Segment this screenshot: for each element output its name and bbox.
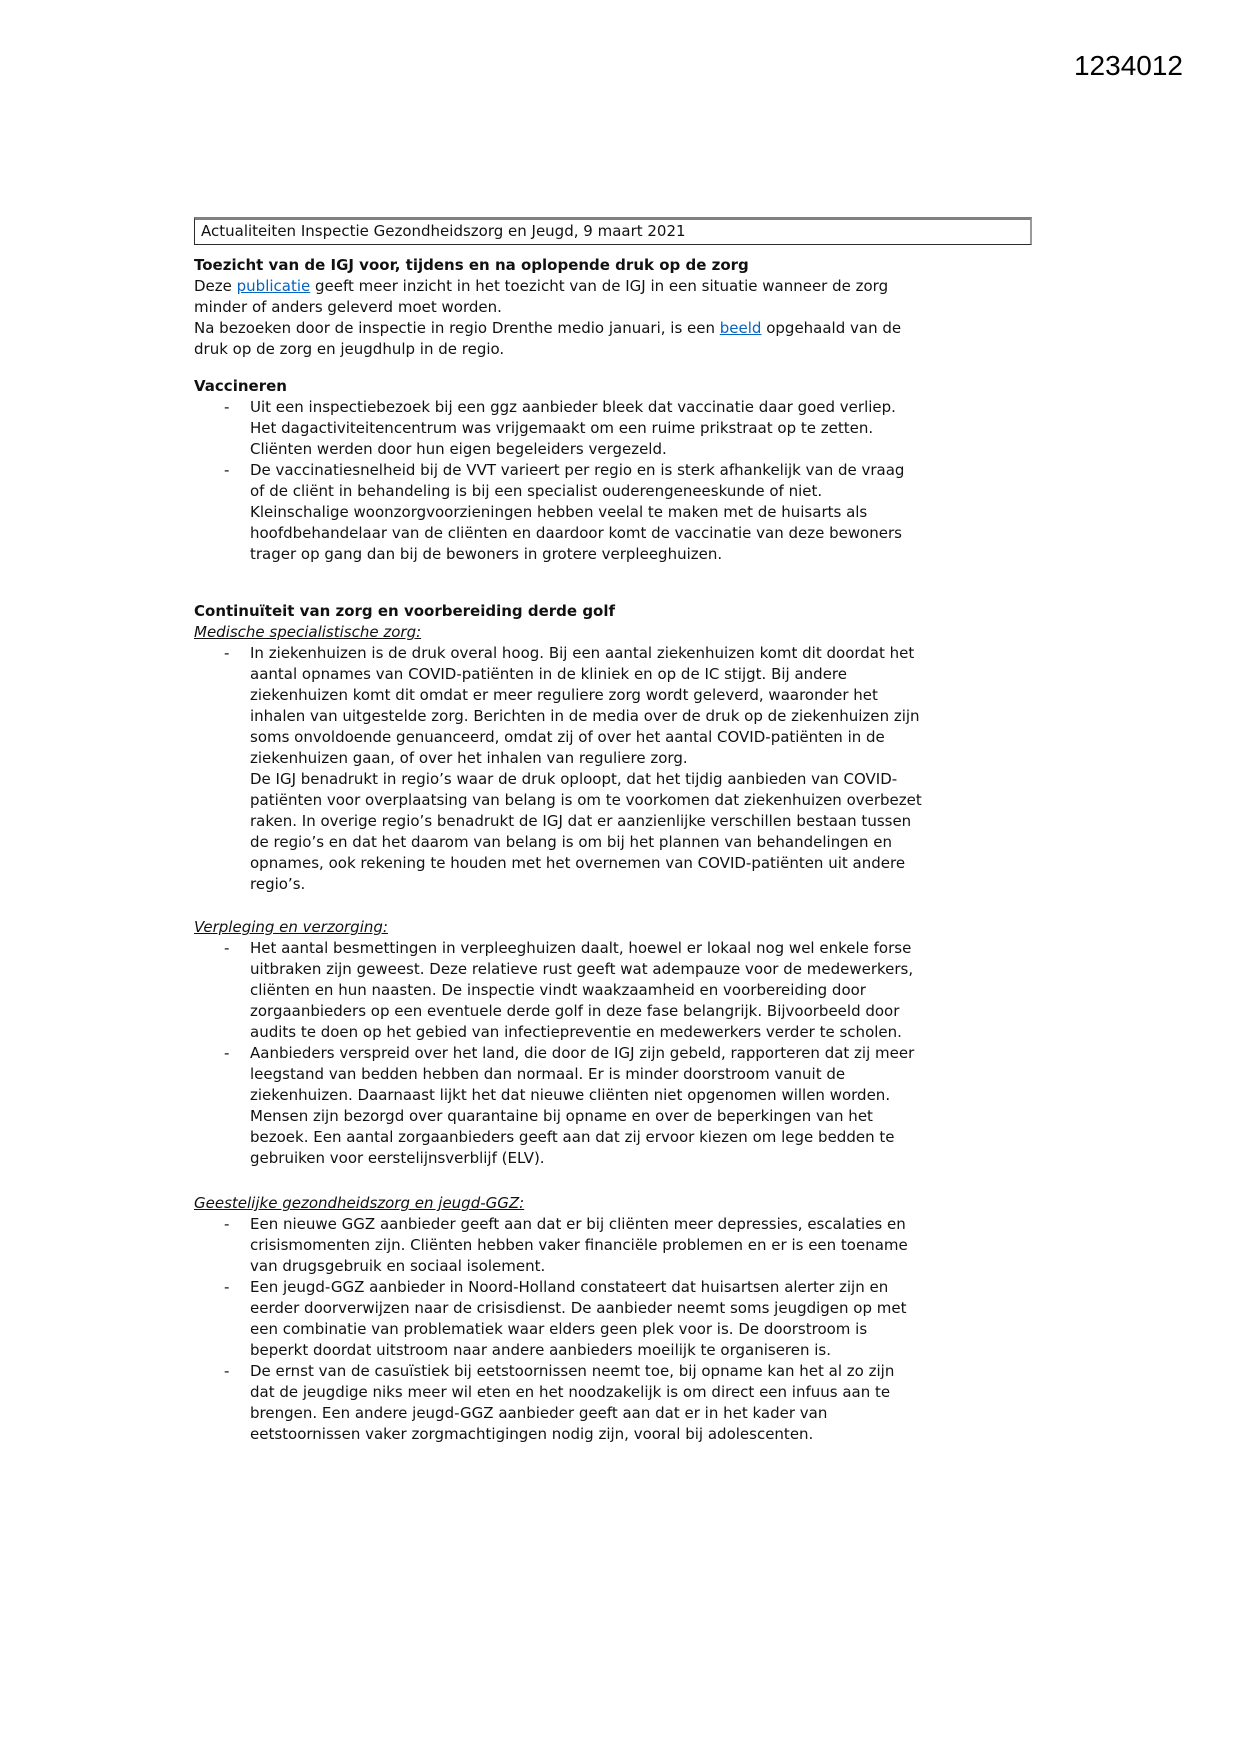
document-title: Actualiteiten Inspectie Gezondheidszorg en Jeugd, 9 maart 2021 — [201, 222, 686, 240]
bullet-text: Een nieuwe GGZ aanbieder geeft aan dat er bij cliënten meer depressies, escalaties en crisismomenten zijn. Cliënten hebben vaker financiële problemen en er is een toename van drugsgebruik en sociaal isolement. — [250, 1215, 908, 1275]
text-run: Na bezoeken door de inspectie in regio Drenthe medio januari, is een — [194, 319, 720, 337]
publicatie-link[interactable]: publicatie — [236, 277, 311, 295]
bullet-item-medisch-1 — [194, 643, 922, 769]
dash-bullet: - — [224, 1278, 230, 1296]
document-title-box — [194, 217, 1032, 245]
paragraph-medisch-continuation: De IGJ benadrukt in regio’s waar de druk oploopt, dat het tijdig aanbieden van COVID-patiënten voor overplaatsing van belang is om te voorkomen dat ziekenhuizen overbezet raken. In overige regio’s benadrukt de IGJ dat er aanzienlijke verschillen bestaan tussen de regio’s en dat het daarom van belang is om bij het plannen van behandelingen en opnames, ook rekening te houden met het overnemen van COVID-patiënten uit andere regio’s. — [250, 770, 922, 893]
text-run: opgehaald van de druk op de zorg en jeugdhulp in de regio. — [194, 319, 902, 358]
bullet-text: Aanbieders verspreid over het land, die door de IGJ zijn gebeld, rapporteren dat zij meer leegstand van bedden hebben dan normaal. Er is minder doorstroom vanuit de ziekenhuizen. Daarnaast lijkt het dat nieuwe cliënten niet opgenomen willen worden. Mensen zijn bezorgd over quarantaine bij opname en over de beperkingen van het bezoek. Een aantal zorgaanbieders geeft aan dat zij ervoor kiezen om lege bedden te gebruiken voor eerstelijnsverblijf (ELV). — [250, 1044, 915, 1167]
subheading-ggz: Geestelijke gezondheidszorg en jeugd-GGZ: — [194, 1194, 525, 1212]
paragraph-publicatie — [194, 276, 922, 318]
section-heading-toezicht: Toezicht van de IGJ voor, tijdens en na oplopende druk op de zorg — [194, 256, 749, 274]
text-run: Deze — [194, 277, 237, 295]
dash-bullet: - — [224, 644, 230, 662]
dash-bullet: - — [224, 939, 230, 957]
subheading-medisch: Medische specialistische zorg: — [194, 623, 422, 641]
dash-bullet: - — [224, 1044, 230, 1062]
bullet-item-verpleging-1 — [194, 938, 922, 1043]
bullet-text: Een jeugd-GGZ aanbieder in Noord-Holland constateert dat huisartsen alerter zijn en eerder doorverwijzen naar de crisisdienst. De aanbieder neemt soms jeugdigen op met een combinatie van problematiek waar elders geen plek voor is. De doorstroom is beperkt doordat uitstroom naar andere aanbieders moeilijk te organiseren is. — [250, 1278, 907, 1359]
bullet-item-ggz-2 — [194, 1277, 922, 1361]
bullet-item-ggz-3 — [194, 1361, 922, 1445]
beeld-link[interactable]: beeld — [719, 319, 762, 337]
bullet-text: De vaccinatiesnelheid bij de VVT varieert per regio en is sterk afhankelijk van de vraag of de cliënt in behandeling is bij een specialist ouderengeneeskunde of niet. Kleinschalige woonzorgvoorzieningen hebben veelal te maken met de huisarts als hoofdbehandelaar van de cliënten en daardoor komt de vaccinatie van deze bewoners trager op gang dan bij de bewoners in grotere verpleeghuizen. — [250, 461, 905, 563]
dash-bullet: - — [224, 1362, 230, 1380]
paragraph-beeld — [194, 318, 922, 360]
bullet-item-vaccineren-2 — [194, 460, 922, 565]
bullet-item-vaccineren-1 — [194, 397, 922, 460]
bullet-item-ggz-1 — [194, 1214, 922, 1277]
bullet-text: Het aantal besmettingen in verpleeghuizen daalt, hoewel er lokaal nog wel enkele forse uitbraken zijn geweest. Deze relatieve rust geeft wat adempauze voor de medewerkers, cliënten en hun naasten. De inspectie vindt waakzaamheid en voorbereiding door zorgaanbieders op een eventuele derde golf in deze fase belangrijk. Bijvoorbeeld door audits te doen op het gebied van infectiepreventie en medewerkers verder te scholen. — [250, 939, 914, 1041]
text-run: geeft meer inzicht in het toezicht van de IGJ in een situatie wanneer de zorg minder of anders geleverd moet worden. — [194, 277, 889, 316]
bullet-text: Uit een inspectiebezoek bij een ggz aanbieder bleek dat vaccinatie daar goed verliep. Het dagactiviteitencentrum was vrijgemaakt om een ruime prikstraat op te zetten. Cliënten werden door hun eigen begeleiders vergezeld. — [250, 398, 896, 458]
page-number: 1234012 — [1073, 50, 1183, 81]
section-heading-vaccineren: Vaccineren — [194, 377, 287, 395]
bullet-text: In ziekenhuizen is de druk overal hoog. Bij een aantal ziekenhuizen komt dit doordat het aantal opnames van COVID-patiënten in de kliniek en op de IC stijgt. Bij andere ziekenhuizen komt dit omdat er meer reguliere zorg wordt geleverd, waaronder het inhalen van uitgestelde zorg. Berichten in de media over de druk op de ziekenhuizen zijn soms onvoldoende genuanceerd, omdat zij of over het aantal COVID-patiënten in de ziekenhuizen gaan, of over het inhalen van reguliere zorg. — [250, 644, 920, 767]
section-heading-continuiteit: Continuïteit van zorg en voorbereiding derde golf — [194, 602, 616, 620]
dash-bullet: - — [224, 461, 230, 479]
dash-bullet: - — [224, 398, 230, 416]
dash-bullet: - — [224, 1215, 230, 1233]
bullet-item-verpleging-2 — [194, 1043, 922, 1169]
subheading-verpleging: Verpleging en verzorging: — [194, 918, 388, 936]
bullet-text: De ernst van de casuïstiek bij eetstoornissen neemt toe, bij opname kan het al zo zijn dat de jeugdige niks meer wil eten en het noodzakelijk is om direct een infuus aan te brengen. Een andere jeugd-GGZ aanbieder geeft aan dat er in het kader van eetstoornissen vaker zorgmachtigingen nodig zijn, vooral bij adolescenten. — [250, 1362, 895, 1443]
content-column — [194, 217, 922, 1445]
